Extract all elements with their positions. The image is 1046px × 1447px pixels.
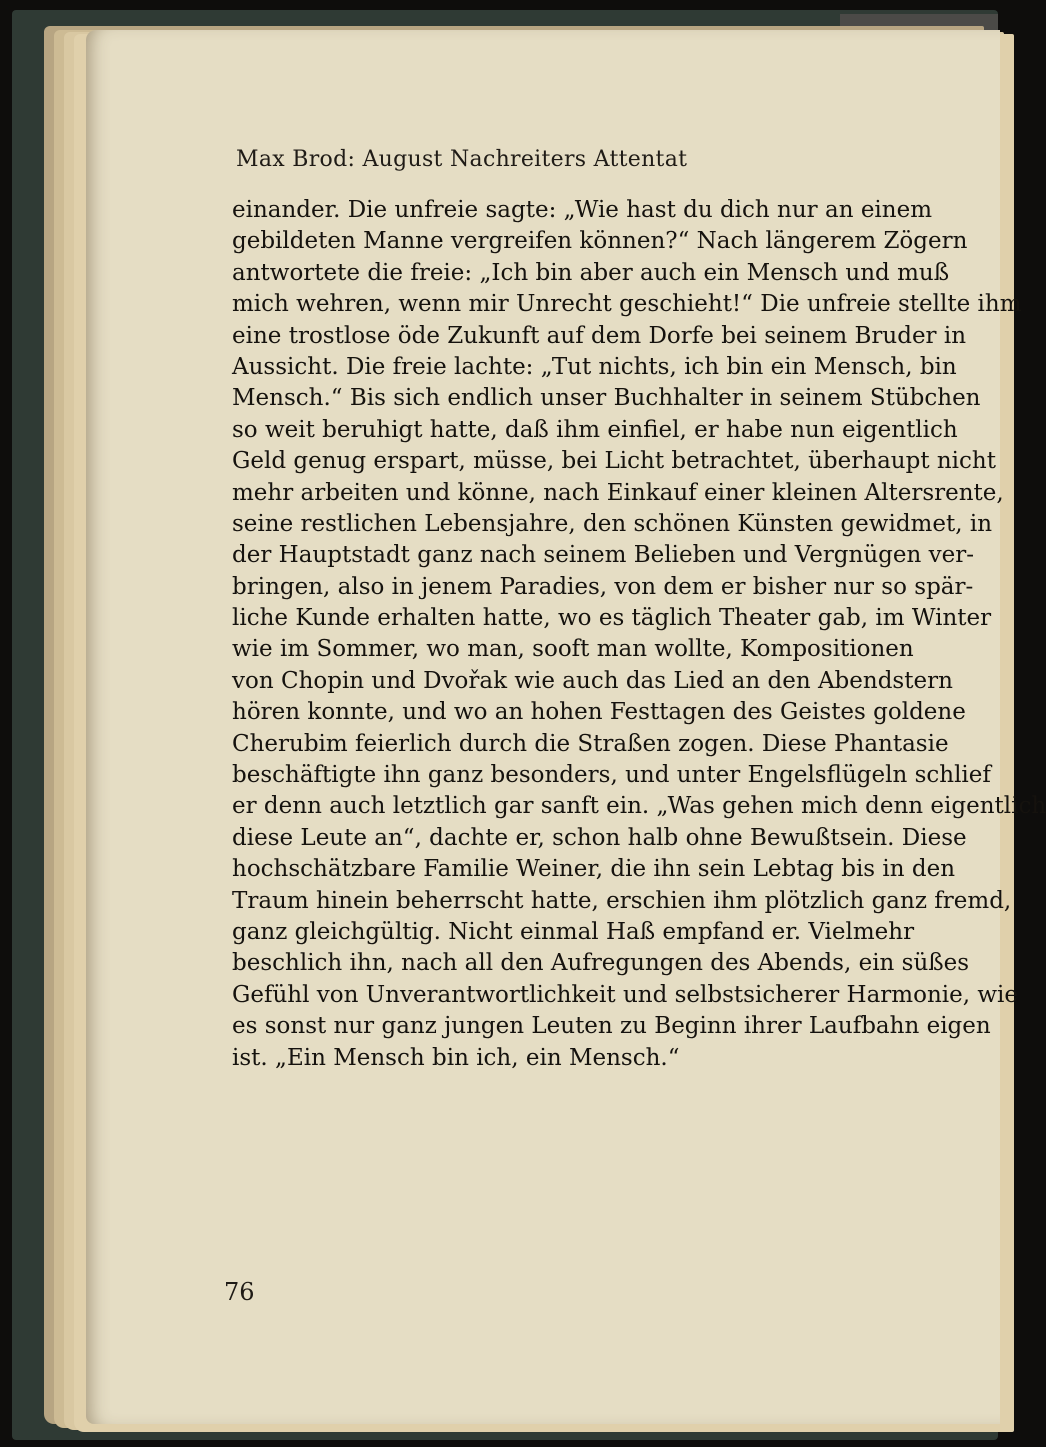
text-line: wie im Sommer, wo man, sooft man wollte, Kompositionen [232, 636, 914, 663]
text-line: diese Leute an“, dachte er, schon halb ohne Bewußtsein. Diese [232, 824, 967, 851]
text-line: eine trostlose öde Zukunft auf dem Dorfe bei seinem Bruder in [232, 322, 967, 349]
text-line: Gefühl von Unverantwortlichkeit und selbstsicherer Harmonie, wie [232, 981, 1019, 1008]
text-line: liche Kunde erhalten hatte, wo es täglich Theater gab, im Winter [232, 605, 992, 632]
body-text [232, 195, 1046, 1074]
text-line: er denn auch letztlich gar sanft ein. „Was gehen mich denn eigentlich [232, 793, 1046, 820]
text-line: ist. „Ein Mensch bin ich, ein Mensch.“ [232, 1044, 680, 1071]
text-line: der Hauptstadt ganz nach seinem Belieben und Vergnügen ver- [232, 542, 974, 569]
text-line: hören konnte, und wo an hohen Festtagen des Geistes goldene [232, 699, 966, 726]
text-line: beschlich ihn, nach all den Aufregungen des Abends, ein süßes [232, 950, 970, 977]
text-line: bringen, also in jenem Paradies, von dem er bisher nur so spär- [232, 573, 974, 600]
text-line: so weit beruhigt hatte, daß ihm einfiel, er habe nun eigentlich [232, 416, 958, 443]
text-line: von Chopin und Dvořak wie auch das Lied an den Abendstern [232, 667, 953, 694]
text-line: beschäftigte ihn ganz besonders, und unter Engelsflügeln schlief [232, 762, 991, 789]
running-head: Max Brod: August Nachreiters Attentat [236, 147, 688, 172]
text-line: seine restlichen Lebensjahre, den schönen Künsten gewidmet, in [232, 510, 993, 537]
text-line: gebildeten Manne vergreifen können?“ Nach längerem Zögern [232, 228, 968, 255]
text-line: Geld genug erspart, müsse, bei Licht betrachtet, überhaupt nicht [232, 448, 996, 475]
text-line: ganz gleichgültig. Nicht einmal Haß empfand er. Vielmehr [232, 918, 915, 945]
text-line: Mensch.“ Bis sich endlich unser Buchhalter in seinem Stübchen [232, 385, 981, 412]
text-line: Traum hinein beherrscht hatte, erschien ihm plötzlich ganz fremd, [232, 887, 1012, 914]
text-line: hochschätzbare Familie Weiner, die ihn sein Lebtag bis in den [232, 856, 956, 883]
text-line: Cherubim feierlich durch die Straßen zogen. Diese Phantasie [232, 730, 949, 757]
page-number: 76 [224, 1278, 255, 1306]
text-line: mehr arbeiten und könne, nach Einkauf einer kleinen Altersrente, [232, 479, 1004, 506]
text-line: mich wehren, wenn mir Unrecht geschieht!“ Die unfreie stellte ihm [232, 291, 1022, 318]
text-line: antwortete die freie: „Ich bin aber auch ein Mensch und muß [232, 259, 950, 286]
text-line: einander. Die unfreie sagte: „Wie hast du dich nur an einem [232, 197, 933, 223]
text-line: Aussicht. Die freie lachte: „Tut nichts, ich bin ein Mensch, bin [232, 353, 957, 380]
text-line: es sonst nur ganz jungen Leuten zu Beginn ihrer Laufbahn eigen [232, 1013, 991, 1040]
